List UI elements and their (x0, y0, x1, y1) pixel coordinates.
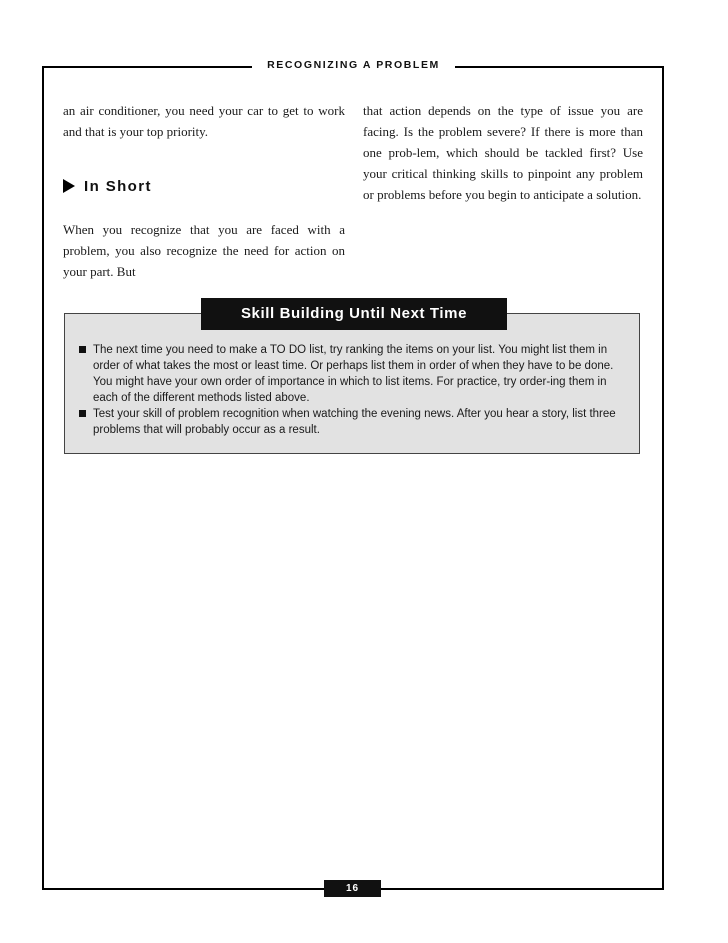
left-column-bottom (63, 219, 345, 282)
page-number: 16 (324, 880, 381, 897)
left-bottom-paragraph: When you recognize that you are faced with a problem, you also recognize the need for action on your part. But (63, 222, 345, 279)
in-short-label: In Short (84, 177, 152, 195)
right-paragraph: that action depends on the type of issue you are facing. Is the problem severe? If there is more than one prob-lem, which should be tackled first? Use your critical thinking skills to pinpoint any problem or problems before you begin to anticipate a solution. (363, 103, 643, 202)
list-item-text: Test your skill of problem recognition when watching the evening news. After you hear a story, list three problems that will probably occur as a result. (93, 408, 616, 436)
list-item (78, 406, 630, 438)
right-column (363, 100, 643, 205)
skill-building-list (78, 342, 630, 438)
square-bullet-icon (79, 410, 86, 417)
frame-bottom-right-rule (381, 888, 664, 890)
running-header: RECOGNIZING A PROBLEM (267, 59, 440, 71)
skill-building-title: Skill Building Until Next Time (201, 298, 507, 330)
left-top-paragraph: an air conditioner, you need your car to get to work and that is your top priority. (63, 103, 345, 139)
triangle-arrow-icon (63, 179, 75, 193)
in-short-heading (63, 175, 152, 197)
frame-top-left-rule (42, 66, 252, 68)
frame-left-rule (42, 66, 44, 889)
list-item (78, 342, 630, 406)
frame-top-right-rule (455, 66, 663, 68)
left-column-top (63, 100, 345, 142)
list-item-text: The next time you need to make a TO DO list, try ranking the items on your list. You might list them in order of what takes the most or least time. Or perhaps list them in order of when they have to be done. You might have your own order of importance in which to list items. For practice, try order-ing them in each of the different methods listed above. (93, 344, 614, 404)
frame-bottom-left-rule (42, 888, 324, 890)
frame-right-rule (662, 66, 664, 889)
square-bullet-icon (79, 346, 86, 353)
